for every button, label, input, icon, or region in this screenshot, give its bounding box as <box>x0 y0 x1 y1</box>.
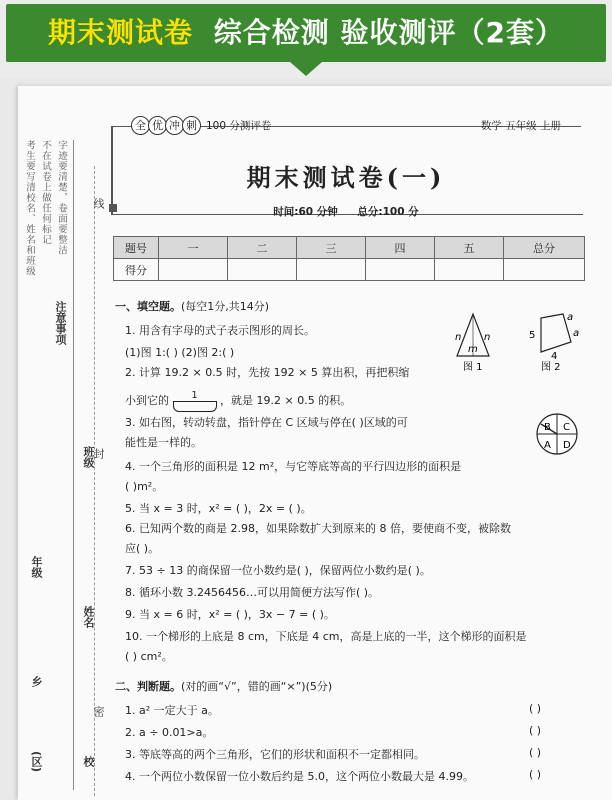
margin-rule <box>73 140 74 790</box>
total-label: 总分:100 分 <box>357 206 419 218</box>
score-cell[interactable] <box>504 259 585 281</box>
figure2-caption: 图 2 <box>541 362 561 373</box>
score-cell[interactable] <box>435 259 504 281</box>
cut-line <box>94 166 95 796</box>
answer-paren[interactable]: ( ) <box>529 746 542 759</box>
binding-margin <box>18 86 108 800</box>
question-9: 9. 当 x = 6 时，x² = ( )，3x − 7 = ( )。 <box>125 608 335 621</box>
badge <box>131 116 199 135</box>
question-1: 1. 用含有字母的式子表示图形的周长。 <box>125 324 315 337</box>
trapezoid-label-5: 5 <box>529 330 536 341</box>
score-cell[interactable] <box>159 259 228 281</box>
figure1-caption: 图 1 <box>463 362 483 373</box>
field-township: 乡 <box>30 676 43 687</box>
question-6-cont: 应( )。 <box>125 542 160 555</box>
badge-subtitle: 100 分测评卷 <box>206 120 272 132</box>
banner-title-rest: 综合检测 验收测评（2套） <box>213 16 564 49</box>
section2-note: (对的画“√”，错的画“×”)(5分) <box>181 680 333 693</box>
answer-paren[interactable]: ( ) <box>529 768 542 781</box>
exam-paper <box>18 86 612 800</box>
triangle-side-label: n <box>455 332 462 343</box>
score-header-cell: 二 <box>228 237 297 259</box>
section2-heading <box>115 678 332 694</box>
cut-mark-seal: 封 <box>92 448 105 459</box>
score-cell[interactable] <box>228 259 297 281</box>
figure1-triangle <box>445 308 501 374</box>
spinner-region-a: A <box>544 440 551 451</box>
exam-meta <box>111 204 581 219</box>
score-header-cell: 一 <box>159 237 228 259</box>
question-10-cont: ( ) cm²。 <box>125 650 173 663</box>
score-header-cell: 题号 <box>114 237 159 259</box>
field-class: 班级 <box>82 446 95 468</box>
spinner-region-c: C <box>563 422 570 433</box>
field-district: (区) <box>30 751 43 773</box>
time-label: 时间:60 分钟 <box>273 206 338 218</box>
question-10: 10. 一个梯形的上底是 8 cm，下底是 4 cm，高是上底的一半，这个梯形的面积是 <box>125 630 527 643</box>
judgement-1: 1. a² 一定大于 a。 <box>125 704 219 717</box>
spinner-region-d: D <box>563 440 571 451</box>
cut-mark-line: 线 <box>92 198 105 209</box>
notes-label: 注意事项 <box>54 301 67 345</box>
trapezoid-label-a-right: a <box>573 328 580 339</box>
question-2-suffix: ，就是 19.2 × 0.5 的积。 <box>220 394 352 407</box>
spinner <box>535 412 579 456</box>
question-1-sub: (1)图 1:( ) (2)图 2:( ) <box>125 346 235 359</box>
spinner-region-b: B <box>544 422 551 433</box>
judgement-4: 4. 一个两位小数保留一位小数后约是 5.0，这个两位小数最大是 4.99。 <box>125 770 474 783</box>
section1-heading <box>115 298 269 314</box>
triangle-side-label: n <box>484 332 491 343</box>
field-grade: 年级 <box>30 556 43 578</box>
grade-label: 数学 五年级 上册 <box>480 120 561 132</box>
banner <box>0 0 612 78</box>
score-cell[interactable] <box>297 259 366 281</box>
section2-title: 二、判断题。 <box>115 680 181 693</box>
badge-char-4: 刺 <box>182 116 201 135</box>
score-cell[interactable] <box>366 259 435 281</box>
question-7: 7. 53 ÷ 13 的商保留一位小数约是( )，保留两位小数约是( )。 <box>125 564 431 577</box>
triangle-base-label: m <box>468 344 478 355</box>
margin-note-3: 字迹要清楚，卷面要整洁 <box>56 140 67 256</box>
badge-char-3: 冲 <box>165 116 184 135</box>
badge-char-2: 优 <box>148 116 167 135</box>
margin-note-2: 不在试卷上做任何标记 <box>40 140 51 245</box>
question-3-cont: 能性是一样的。 <box>125 436 202 449</box>
judgement-3: 3. 等底等高的两个三角形，它们的形状和面积不一定都相同。 <box>125 748 425 761</box>
question-3: 3. 如右图，转动转盘，指针停在 C 区域与停在( )区域的可 <box>125 416 408 429</box>
badge-row <box>111 116 581 136</box>
cut-mark-secret: 密 <box>92 706 105 717</box>
judgement-2: 2. a ÷ 0.01>a。 <box>125 726 214 739</box>
question-4: 4. 一个三角形的面积是 12 m²，与它等底等高的平行四边形的面积是 <box>125 460 462 473</box>
banner-title <box>6 4 606 62</box>
question-2: 2. 计算 19.2 × 0.5 时，先按 192 × 5 算出积，再把积缩 <box>125 366 410 379</box>
question-5: 5. 当 x = 3 时，x² = ( )，2x = ( )。 <box>125 502 312 515</box>
question-4-cont: ( )m²。 <box>125 480 164 493</box>
fraction <box>173 390 217 412</box>
margin-note-1: 考生要写清校名、姓名和班级 <box>24 140 35 277</box>
score-table <box>113 236 585 281</box>
fraction-bar <box>173 401 217 412</box>
banner-title-highlight: 期末测试卷 <box>48 16 194 49</box>
score-header-cell: 总分 <box>504 237 585 259</box>
section1-note: (每空1分,共14分) <box>181 300 270 313</box>
section1-title: 一、填空题。 <box>115 300 181 313</box>
field-name: 姓名 <box>82 606 95 628</box>
badge-char-1: 全 <box>131 116 150 135</box>
answer-paren[interactable]: ( ) <box>529 724 542 737</box>
score-header-cell: 五 <box>435 237 504 259</box>
trapezoid-label-4: 4 <box>551 351 558 362</box>
question-2-prefix: 小到它的 <box>125 394 169 407</box>
field-school: 校 <box>82 756 95 767</box>
score-header-cell: 三 <box>297 237 366 259</box>
question-2-cont <box>125 390 351 412</box>
answer-paren[interactable]: ( ) <box>529 702 542 715</box>
figure2-trapezoid <box>519 308 581 374</box>
question-6: 6. 已知两个数的商是 2.98，如果除数扩大到原来的 8 倍，要使商不变，被除数 <box>125 522 511 535</box>
question-8: 8. 循环小数 3.2456456…可以用简便方法写作( )。 <box>125 586 380 599</box>
trapezoid-label-a-top: a <box>567 312 574 323</box>
banner-notch <box>290 62 322 76</box>
exam-title: 期末测试卷(一) <box>246 163 446 192</box>
fraction-numerator: 1 <box>191 390 198 401</box>
score-row-label: 得分 <box>114 259 159 281</box>
score-header-cell: 四 <box>366 237 435 259</box>
